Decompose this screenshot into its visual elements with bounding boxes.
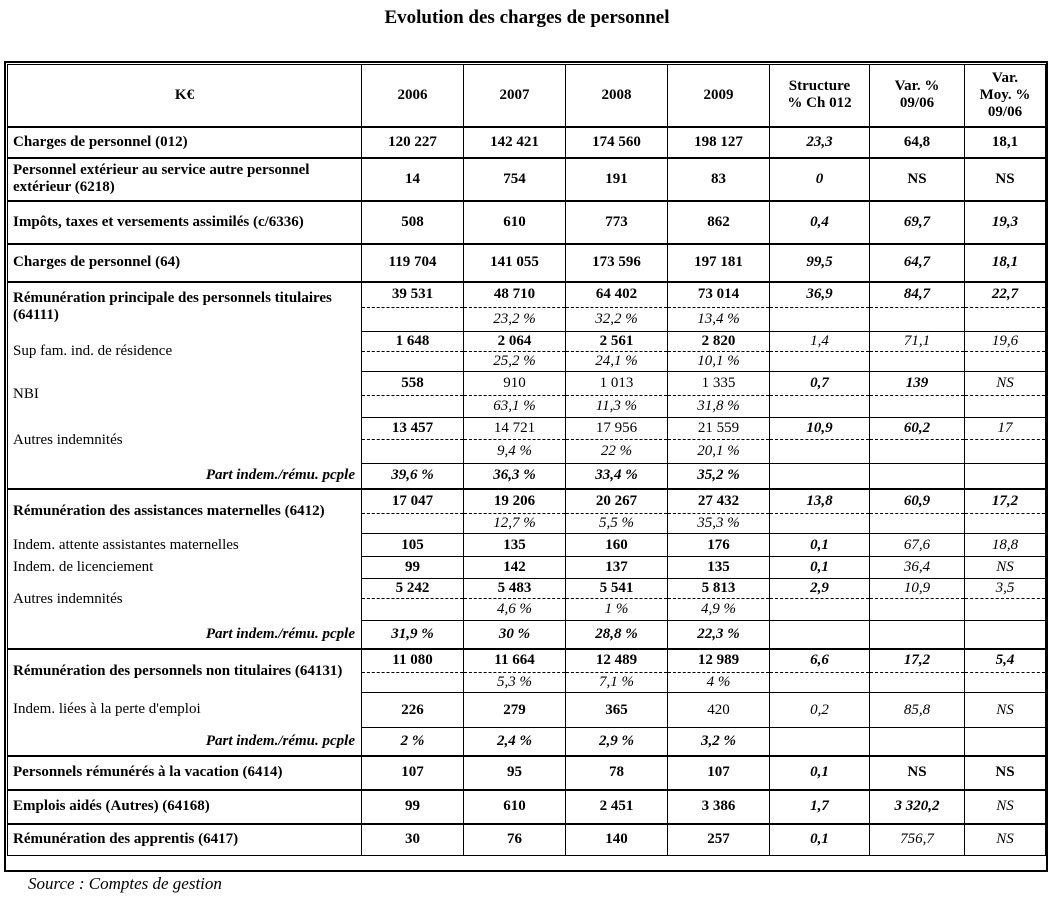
var-value: NS [870,756,965,790]
growth-2008: 32,2 % [566,308,668,332]
value-2009: 5 813 [668,579,770,599]
value-2006: 1 648 [362,332,464,352]
row-label: Autres indemnités [8,579,362,621]
growth-2008: 5,5 % [566,514,668,534]
value-2008: 2 451 [566,790,668,824]
var-moy-value: 18,1 [965,127,1046,158]
growth-2009: 10,1 % [668,352,770,372]
table-row [8,649,1046,673]
var-moy-value: NS [965,756,1046,790]
value-2006: 39 531 [362,282,464,308]
structure-value: 0,1 [770,557,870,579]
value-2009: 35,2 % [668,464,770,489]
growth-2007: 4,6 % [464,599,566,621]
row-label: Personnel extérieur au service autre personnel extérieur (6218) [8,158,362,201]
growth-2006 [362,308,464,332]
header-row [8,65,1046,127]
table-row [8,579,1046,599]
value-2007: 14 721 [464,418,566,440]
var-value: 10,9 [870,579,965,599]
value-2007: 30 % [464,621,566,649]
var-moy-value: 18,8 [965,534,1046,557]
table-row [8,756,1046,790]
table-row [8,244,1046,282]
structure-value: 1,4 [770,332,870,352]
value-2009: 107 [668,756,770,790]
growth-2006 [362,514,464,534]
structure-value: 0,4 [770,201,870,244]
structure-value: 36,9 [770,282,870,308]
table-row [8,621,1046,649]
growth-2008: 22 % [566,440,668,464]
row-label: Rémunération des personnels non titulaires (64131) [8,649,362,693]
value-2007: 279 [464,693,566,728]
value-2009: 198 127 [668,127,770,158]
growth-2006 [362,440,464,464]
growth-2006 [362,352,464,372]
var-moy-value: 19,3 [965,201,1046,244]
var-value: 139 [870,372,965,396]
row-label: Part indem./rému. pcple [8,464,362,489]
var-value: 60,9 [870,489,965,514]
var-value: 64,7 [870,244,965,282]
value-2008: 1 013 [566,372,668,396]
value-2008: 137 [566,557,668,579]
value-2007: 610 [464,201,566,244]
growth-2008: 1 % [566,599,668,621]
value-2009: 3 386 [668,790,770,824]
var-moy-value: 17 [965,418,1046,440]
value-2006: 2 % [362,728,464,756]
header-var-moy: Var. Moy. % 09/06 [965,65,1046,127]
table-row [8,489,1046,514]
var-value: 71,1 [870,332,965,352]
value-2008: 2 561 [566,332,668,352]
var-moy-value: 5,4 [965,649,1046,673]
value-2009: 197 181 [668,244,770,282]
row-label: Rémunération des assistances maternelles (6412) [8,489,362,534]
value-2009: 176 [668,534,770,557]
table-row [8,158,1046,201]
structure-value: 0,1 [770,534,870,557]
value-2006: 120 227 [362,127,464,158]
header-2006: 2006 [362,65,464,127]
value-2007: 135 [464,534,566,557]
table-row [8,534,1046,557]
table-row [8,127,1046,158]
growth-2009: 4 % [668,673,770,693]
table-row [8,201,1046,244]
value-2007: 19 206 [464,489,566,514]
growth-2008: 7,1 % [566,673,668,693]
value-2006: 508 [362,201,464,244]
value-2009: 862 [668,201,770,244]
row-label: Rémunération principale des personnels titulaires (64111) [8,282,362,332]
value-2009: 135 [668,557,770,579]
value-2007: 754 [464,158,566,201]
structure-value: 2,9 [770,579,870,599]
value-2009: 12 989 [668,649,770,673]
row-label: Sup fam. ind. de résidence [8,332,362,372]
value-2008: 773 [566,201,668,244]
row-label: Charges de personnel (012) [8,127,362,158]
value-2007: 142 421 [464,127,566,158]
value-2008: 20 267 [566,489,668,514]
var-value: 84,7 [870,282,965,308]
row-label: Indem. liées à la perte d'emploi [8,693,362,728]
value-2009: 257 [668,824,770,856]
value-2007: 5 483 [464,579,566,599]
value-2009: 3,2 % [668,728,770,756]
page-title: Evolution des charges de personnel [384,7,670,28]
value-2007: 95 [464,756,566,790]
value-2006: 39,6 % [362,464,464,489]
value-2007: 141 055 [464,244,566,282]
value-2006: 11 080 [362,649,464,673]
value-2007: 76 [464,824,566,856]
value-2006: 31,9 % [362,621,464,649]
value-2008: 28,8 % [566,621,668,649]
var-value: 60,2 [870,418,965,440]
value-2006: 14 [362,158,464,201]
growth-2006 [362,599,464,621]
value-2009: 73 014 [668,282,770,308]
structure-value: 13,8 [770,489,870,514]
row-label: Indem. de licenciement [8,557,362,579]
growth-2007: 63,1 % [464,396,566,418]
value-2008: 33,4 % [566,464,668,489]
row-label: Charges de personnel (64) [8,244,362,282]
table-row [8,790,1046,824]
var-value: 67,6 [870,534,965,557]
var-moy-value: NS [965,824,1046,856]
value-2008: 365 [566,693,668,728]
value-2008: 160 [566,534,668,557]
value-2006: 226 [362,693,464,728]
value-2007: 36,3 % [464,464,566,489]
value-2006: 105 [362,534,464,557]
source-note: Source : Comptes de gestion [28,874,222,893]
structure-value: 23,3 [770,127,870,158]
row-label: Impôts, taxes et versements assimilés (c/6336) [8,201,362,244]
growth-2007: 9,4 % [464,440,566,464]
value-2007: 610 [464,790,566,824]
table-row [8,824,1046,856]
var-value: 17,2 [870,649,965,673]
header-2008: 2008 [566,65,668,127]
row-label: Rémunération des apprentis (6417) [8,824,362,856]
row-label: Indem. attente assistantes maternelles [8,534,362,557]
header-2007: 2007 [464,65,566,127]
growth-2008: 11,3 % [566,396,668,418]
personnel-charges-table [7,64,1046,856]
var-moy-value: NS [965,372,1046,396]
var-value: 756,7 [870,824,965,856]
value-2007: 2,4 % [464,728,566,756]
growth-2006 [362,396,464,418]
var-value: 36,4 [870,557,965,579]
var-moy-value: NS [965,693,1046,728]
growth-2007: 12,7 % [464,514,566,534]
value-2009: 21 559 [668,418,770,440]
table-row [8,372,1046,396]
var-value: 85,8 [870,693,965,728]
var-moy-value: 3,5 [965,579,1046,599]
var-moy-value: 19,6 [965,332,1046,352]
var-moy-value: 17,2 [965,489,1046,514]
structure-value: 0 [770,158,870,201]
value-2008: 5 541 [566,579,668,599]
row-label: Emplois aidés (Autres) (64168) [8,790,362,824]
table-row [8,693,1046,728]
row-label: NBI [8,372,362,418]
value-2006: 13 457 [362,418,464,440]
value-2008: 174 560 [566,127,668,158]
growth-2007: 25,2 % [464,352,566,372]
var-moy-value: 18,1 [965,244,1046,282]
growth-2007: 5,3 % [464,673,566,693]
growth-2009: 31,8 % [668,396,770,418]
value-2006: 30 [362,824,464,856]
value-2008: 64 402 [566,282,668,308]
growth-2006 [362,673,464,693]
table-row [8,282,1046,308]
table-row [8,418,1046,440]
value-2009: 22,3 % [668,621,770,649]
value-2008: 173 596 [566,244,668,282]
table-row [8,557,1046,579]
structure-value: 0,1 [770,756,870,790]
structure-value: 0,1 [770,824,870,856]
value-2006: 107 [362,756,464,790]
value-2009: 2 820 [668,332,770,352]
row-label: Personnels rémunérés à la vacation (6414) [8,756,362,790]
structure-value: 99,5 [770,244,870,282]
table-row [8,332,1046,352]
value-2006: 119 704 [362,244,464,282]
header-structure: Structure % Ch 012 [770,65,870,127]
value-2007: 11 664 [464,649,566,673]
structure-value: 1,7 [770,790,870,824]
table-row [8,464,1046,489]
var-moy-value: 22,7 [965,282,1046,308]
row-label: Part indem./rému. pcple [8,621,362,649]
growth-2007: 23,2 % [464,308,566,332]
value-2008: 12 489 [566,649,668,673]
row-label: Autres indemnités [8,418,362,464]
value-2006: 17 047 [362,489,464,514]
header-var: Var. % 09/06 [870,65,965,127]
value-2006: 5 242 [362,579,464,599]
value-2008: 140 [566,824,668,856]
var-value: 3 320,2 [870,790,965,824]
structure-value: 10,9 [770,418,870,440]
var-moy-value: NS [965,790,1046,824]
value-2007: 48 710 [464,282,566,308]
growth-2009: 20,1 % [668,440,770,464]
var-value: NS [870,158,965,201]
value-2007: 2 064 [464,332,566,352]
value-2008: 2,9 % [566,728,668,756]
header-unit: K€ [8,65,362,127]
growth-2009: 35,3 % [668,514,770,534]
var-value: 64,8 [870,127,965,158]
value-2009: 83 [668,158,770,201]
value-2007: 142 [464,557,566,579]
structure-value: 0,7 [770,372,870,396]
var-value: 69,7 [870,201,965,244]
value-2007: 910 [464,372,566,396]
growth-2009: 13,4 % [668,308,770,332]
value-2008: 78 [566,756,668,790]
var-moy-value: NS [965,158,1046,201]
header-2009: 2009 [668,65,770,127]
value-2009: 27 432 [668,489,770,514]
value-2009: 420 [668,693,770,728]
value-2009: 1 335 [668,372,770,396]
structure-value: 6,6 [770,649,870,673]
value-2008: 17 956 [566,418,668,440]
structure-value: 0,2 [770,693,870,728]
value-2008: 191 [566,158,668,201]
value-2006: 558 [362,372,464,396]
row-label: Part indem./rému. pcple [8,728,362,756]
table-row [8,728,1046,756]
var-moy-value: NS [965,557,1046,579]
growth-2008: 24,1 % [566,352,668,372]
value-2006: 99 [362,557,464,579]
value-2006: 99 [362,790,464,824]
growth-2009: 4,9 % [668,599,770,621]
